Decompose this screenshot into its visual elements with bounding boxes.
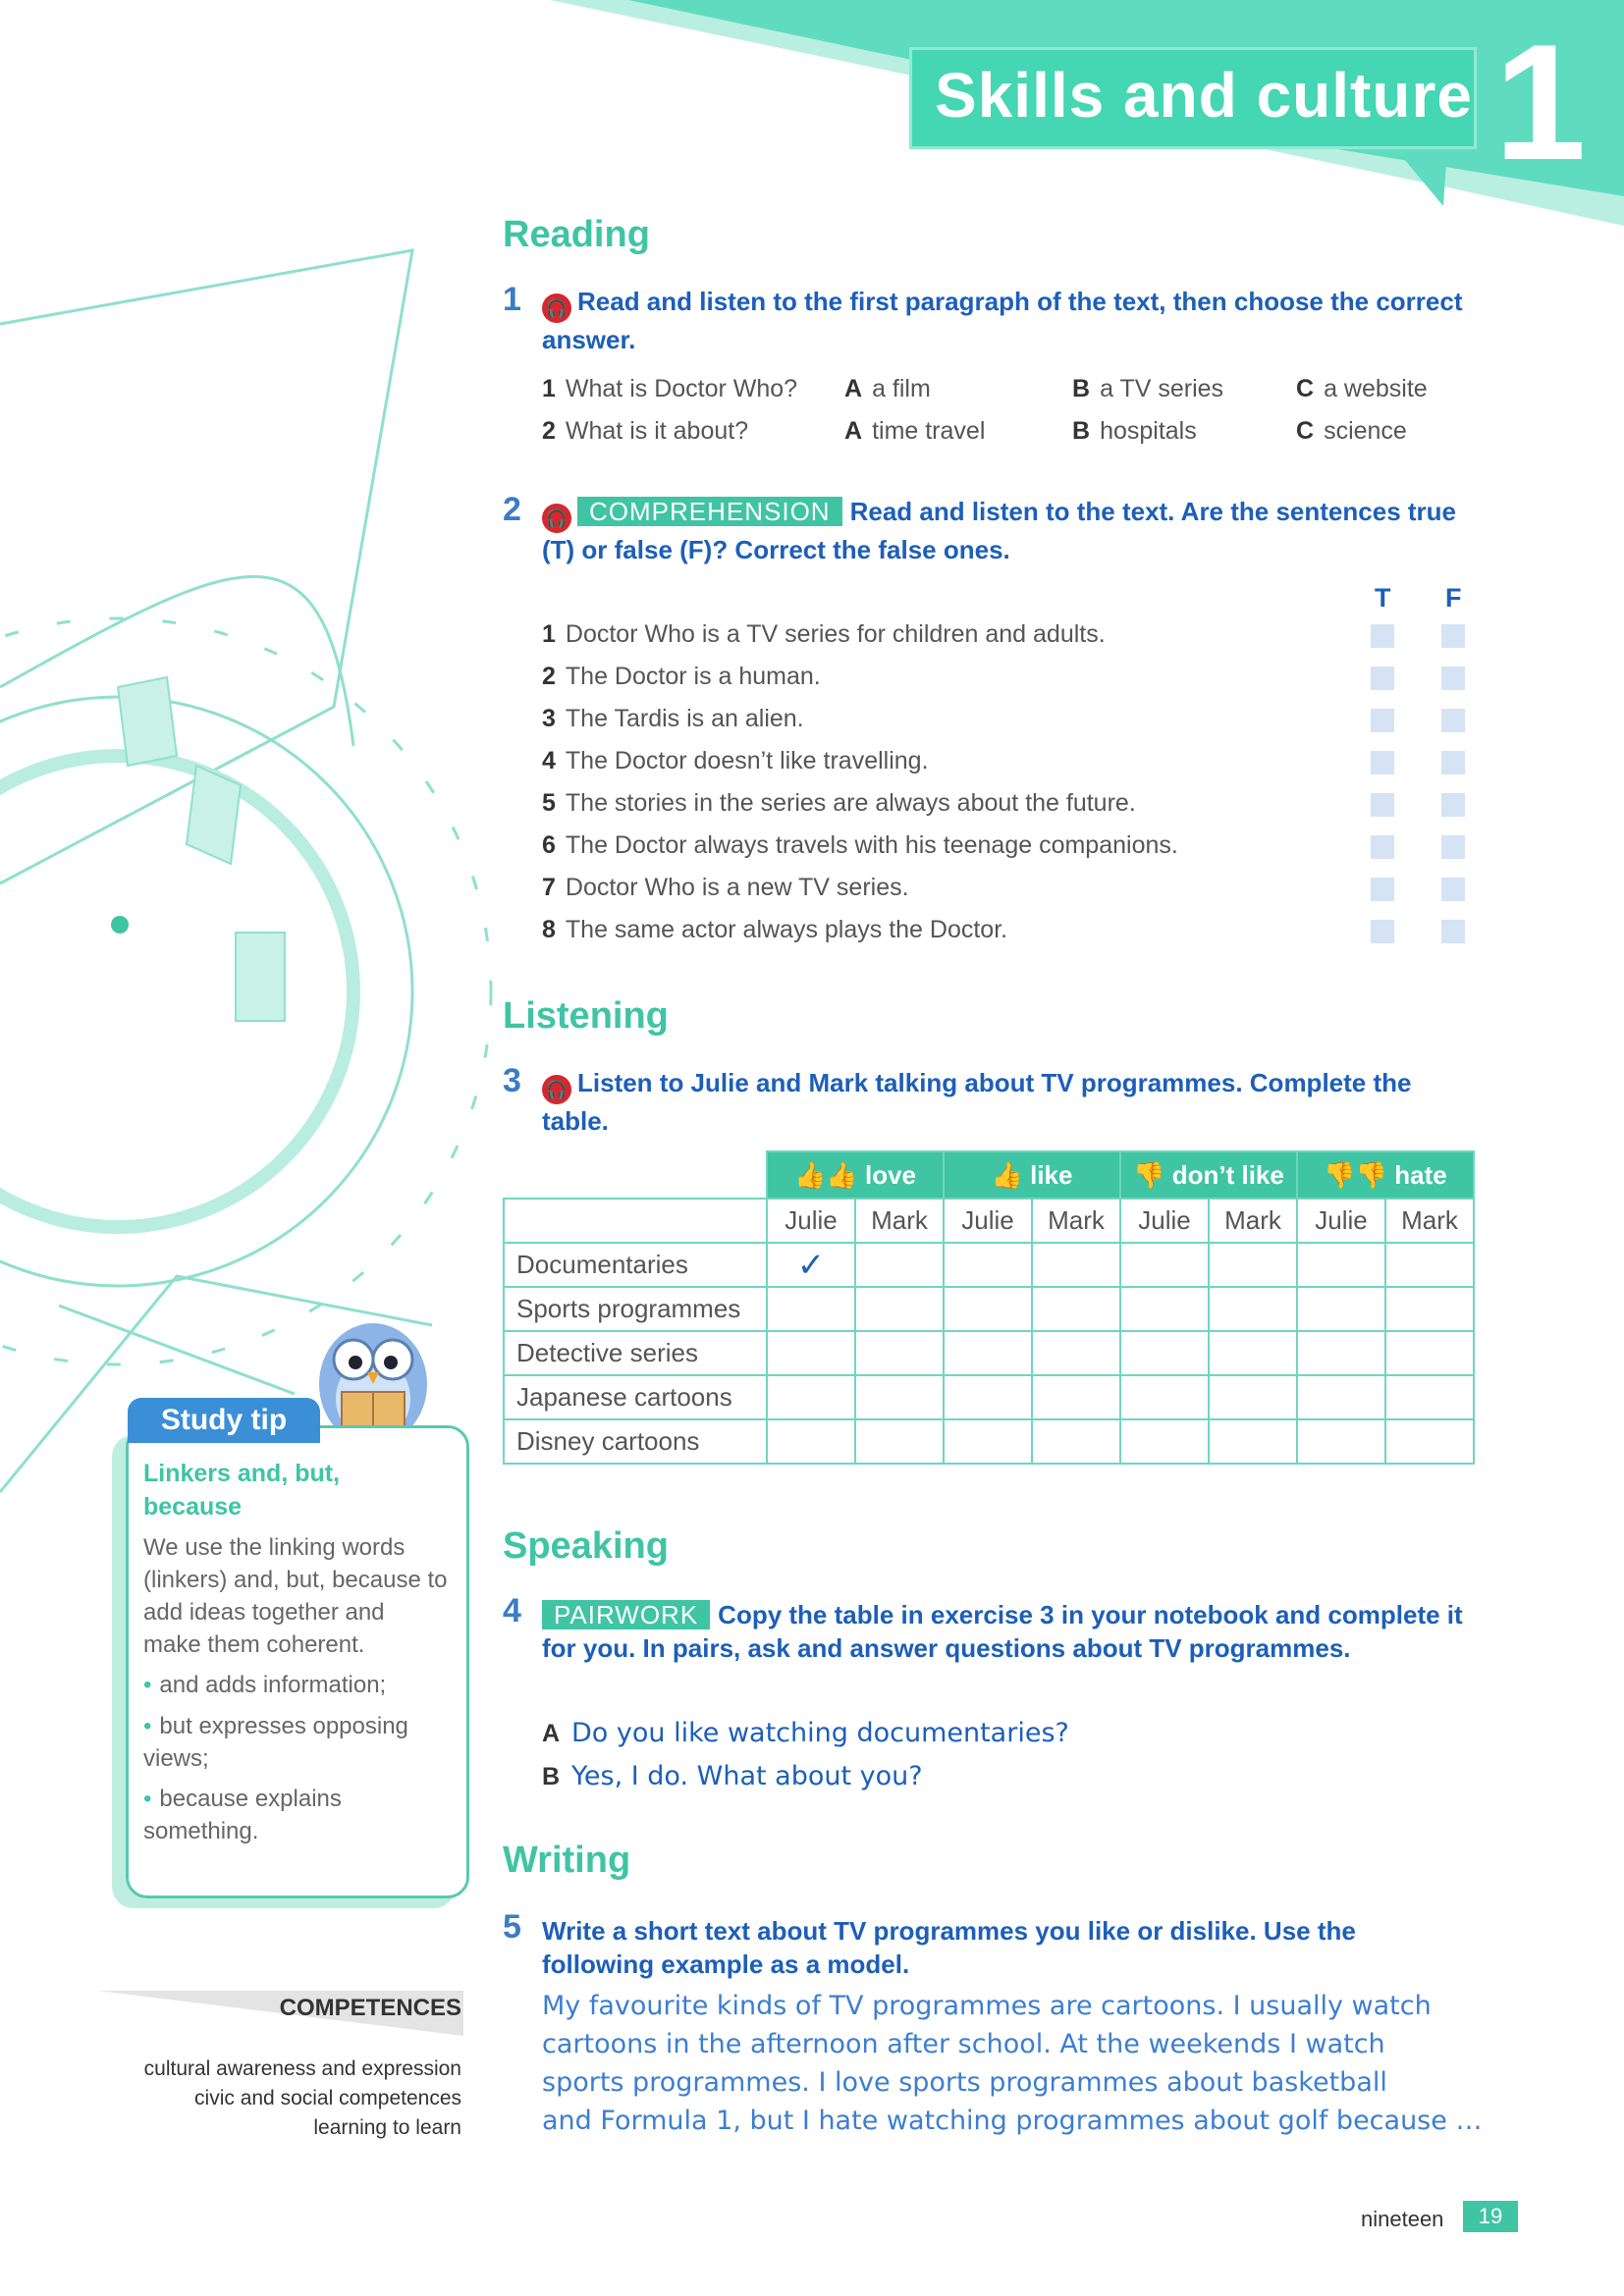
checkmark-icon: ✓: [796, 1246, 826, 1284]
statement-number: 2: [542, 663, 556, 690]
exercise-2-number: 2: [503, 491, 521, 528]
statement-number: 1: [542, 620, 556, 648]
table-cell[interactable]: [1209, 1287, 1297, 1331]
unit-number: 1: [1494, 10, 1587, 194]
option-a[interactable]: [844, 417, 985, 446]
comprehension-tag: COMPREHENSION: [577, 497, 842, 526]
section-heading-speaking: Speaking: [503, 1525, 669, 1567]
table-cell[interactable]: [1209, 1419, 1297, 1464]
question-1: [542, 375, 797, 403]
option-letter: C: [1296, 375, 1315, 402]
question-number: 2: [542, 417, 556, 445]
statement-text: The Doctor is a human.: [565, 663, 821, 690]
table-cell[interactable]: [1385, 1419, 1474, 1464]
model-line: My favourite kinds of TV programmes are cartoons. I usually watch: [542, 1991, 1432, 2021]
table-cell[interactable]: [944, 1287, 1032, 1331]
row-label: Disney cartoons: [504, 1419, 767, 1464]
table-cell[interactable]: [1385, 1243, 1474, 1287]
table-cell[interactable]: [1209, 1375, 1297, 1419]
table-row: [504, 1287, 1474, 1331]
headphones-icon[interactable]: 🎧: [542, 504, 571, 533]
option-text: science: [1324, 417, 1407, 445]
table-cell[interactable]: [944, 1419, 1032, 1464]
table-cell[interactable]: [1032, 1243, 1120, 1287]
column-group-dont-like: 👎 don’t like: [1120, 1151, 1297, 1199]
option-letter: A: [844, 375, 863, 402]
table-cell[interactable]: [1120, 1243, 1209, 1287]
statement-number: 6: [542, 831, 556, 859]
option-b[interactable]: [1072, 417, 1197, 446]
table-cell[interactable]: [944, 1243, 1032, 1287]
table-cell[interactable]: [1120, 1287, 1209, 1331]
statement-row: [542, 747, 929, 775]
true-column-header: T: [1375, 583, 1391, 613]
column-header: Mark: [1032, 1199, 1120, 1243]
headphones-icon[interactable]: 🎧: [542, 1075, 571, 1104]
table-cell[interactable]: [767, 1287, 855, 1331]
column-group-hate: 👎👎 hate: [1297, 1151, 1474, 1199]
statement-row: [542, 916, 1007, 944]
option-letter: C: [1296, 417, 1315, 445]
bullet-text: and adds information;: [159, 1672, 387, 1698]
table-cell[interactable]: [1032, 1331, 1120, 1375]
statement-number: 8: [542, 916, 556, 943]
statement-text: The Doctor always travels with his teenage companions.: [565, 831, 1178, 859]
exercise-3-text: Listen to Julie and Mark talking about TV programmes. Complete the table.: [542, 1068, 1412, 1136]
exercise-2-instruction: [542, 495, 1485, 566]
true-checkbox[interactable]: [1371, 793, 1394, 817]
study-tip-tab: Study tip: [128, 1398, 320, 1443]
option-text: a film: [872, 375, 931, 402]
statement-text: The stories in the series are always about the future.: [565, 789, 1136, 817]
row-label: Sports programmes: [504, 1287, 767, 1331]
table-cell[interactable]: [1032, 1419, 1120, 1464]
question-text: What is Doctor Who?: [565, 375, 798, 402]
table-row: [504, 1331, 1474, 1375]
table-corner: [504, 1199, 767, 1243]
bullet-icon: •: [143, 1786, 152, 1812]
exercise-4-text: Copy the table in exercise 3 in your notebook and complete it for you. In pairs, ask and answer questions about TV programmes.: [542, 1600, 1463, 1663]
false-checkbox[interactable]: [1441, 709, 1465, 732]
statement-number: 5: [542, 789, 556, 817]
exercise-4-number: 4: [503, 1592, 521, 1629]
table-cell[interactable]: [944, 1331, 1032, 1375]
table-cell[interactable]: [1385, 1287, 1474, 1331]
option-letter: A: [844, 417, 863, 445]
table-cell[interactable]: [767, 1375, 855, 1419]
table-corner: [504, 1151, 767, 1199]
competence-item: learning to learn: [313, 2116, 461, 2139]
section-heading-listening: Listening: [503, 995, 669, 1037]
table-header-row: [504, 1151, 1474, 1199]
statement-text: Doctor Who is a TV series for children and adults.: [565, 620, 1106, 648]
column-group-like: 👍 like: [944, 1151, 1120, 1199]
competence-item: civic and social competences: [194, 2087, 461, 2109]
statement-row: [542, 663, 821, 691]
option-text: a TV series: [1100, 375, 1224, 402]
exercise-5-instruction: Write a short text about TV programmes you like or dislike. Use the following example as a model.: [542, 1916, 1356, 1979]
true-checkbox[interactable]: [1371, 835, 1394, 859]
table-cell[interactable]: [1297, 1287, 1385, 1331]
true-checkbox[interactable]: [1371, 709, 1394, 732]
column-header: Mark: [1385, 1199, 1474, 1243]
table-cell[interactable]: [1385, 1375, 1474, 1419]
statement-number: 3: [542, 705, 556, 732]
table-row: [504, 1375, 1474, 1419]
column-header: Mark: [1209, 1199, 1297, 1243]
speaker-label: B: [542, 1763, 561, 1790]
model-line: and Formula 1, but I hate watching programmes about golf because …: [542, 2106, 1483, 2136]
statement-row: [542, 620, 1106, 649]
table-row: [504, 1243, 1474, 1287]
headphones-icon[interactable]: 🎧: [542, 294, 571, 323]
table-cell[interactable]: [855, 1419, 944, 1464]
option-a[interactable]: [844, 375, 931, 403]
false-checkbox[interactable]: [1441, 751, 1465, 774]
table-cell[interactable]: [855, 1331, 944, 1375]
statement-row: [542, 789, 1136, 818]
section-heading-reading: Reading: [503, 214, 650, 255]
true-checkbox[interactable]: [1371, 920, 1394, 943]
competences-title: COMPETENCES: [279, 1995, 461, 2021]
study-tip-heading: Linkers and, but, because: [143, 1460, 341, 1521]
exercise-2-text: Read and listen to the text. Are the sentences true (T) or false (F)? Correct the false ones.: [542, 497, 1456, 564]
table-row: [504, 1419, 1474, 1464]
study-tip-body: We use the linking words (linkers) and, but, because to add ideas together and make them coherent.: [143, 1534, 448, 1658]
option-text: a website: [1324, 375, 1428, 402]
bullet-text: because explains something.: [143, 1786, 342, 1844]
table-cell[interactable]: [855, 1243, 944, 1287]
table-cell[interactable]: [1032, 1375, 1120, 1419]
true-checkbox[interactable]: [1371, 751, 1394, 774]
page-number: 19: [1463, 2201, 1518, 2232]
table-cell[interactable]: [855, 1287, 944, 1331]
true-checkbox[interactable]: [1371, 667, 1394, 690]
model-text: [542, 1987, 1485, 2140]
section-heading-writing: Writing: [503, 1840, 631, 1881]
table-cell[interactable]: [1209, 1243, 1297, 1287]
true-checkbox[interactable]: [1371, 624, 1394, 648]
dialogue-line-a: [542, 1720, 569, 1748]
false-checkbox[interactable]: [1441, 793, 1465, 817]
table-cell[interactable]: [1385, 1331, 1474, 1375]
exercise-5-number: 5: [503, 1908, 521, 1946]
statement-number: 4: [542, 747, 556, 774]
false-checkbox[interactable]: [1441, 878, 1465, 901]
study-tip-bullet: [143, 1710, 448, 1775]
table-cell[interactable]: [1032, 1287, 1120, 1331]
page-title: Skills and culture: [935, 60, 1473, 131]
exercise-3-number: 3: [503, 1062, 521, 1099]
study-tip-bullet: [143, 1783, 448, 1847]
option-c[interactable]: [1296, 375, 1428, 403]
false-column-header: F: [1445, 583, 1462, 613]
dialogue-line-b: [542, 1763, 569, 1791]
column-header: Mark: [855, 1199, 944, 1243]
exercise-1-number: 1: [503, 281, 521, 318]
question-text: What is it about?: [565, 417, 749, 445]
table-cell[interactable]: [944, 1375, 1032, 1419]
model-line: cartoons in the afternoon after school. At the weekends I watch: [542, 2029, 1385, 2059]
table-cell[interactable]: [767, 1331, 855, 1375]
column-header: Julie: [944, 1199, 1032, 1243]
column-header: Julie: [1120, 1199, 1209, 1243]
row-label: Detective series: [504, 1331, 767, 1375]
statement-text: The Doctor doesn’t like travelling.: [565, 747, 929, 774]
exercise-1-text: Read and listen to the first paragraph of the text, then choose the correct answer.: [542, 287, 1463, 354]
model-line: sports programmes. I love sports programmes about basketball: [542, 2067, 1387, 2098]
statement-text: The same actor always plays the Doctor.: [565, 916, 1008, 943]
bullet-icon: •: [143, 1672, 152, 1698]
page-number-word: nineteen: [1361, 2207, 1444, 2231]
table-cell[interactable]: [1120, 1419, 1209, 1464]
statement-number: 7: [542, 874, 556, 901]
table-subheader-row: [504, 1199, 1474, 1243]
table-cell[interactable]: [767, 1243, 855, 1287]
option-text: time travel: [872, 417, 986, 445]
column-header: Julie: [1297, 1199, 1385, 1243]
row-label: Documentaries: [504, 1243, 767, 1287]
false-checkbox[interactable]: [1441, 624, 1465, 648]
table-cell[interactable]: [855, 1375, 944, 1419]
true-checkbox[interactable]: [1371, 878, 1394, 901]
option-b[interactable]: [1072, 375, 1223, 403]
false-checkbox[interactable]: [1441, 667, 1465, 690]
option-c[interactable]: [1296, 417, 1407, 446]
table-cell[interactable]: [1120, 1331, 1209, 1375]
question-2: [542, 417, 748, 446]
statement-row: [542, 705, 804, 733]
exercise-3-instruction: [542, 1066, 1465, 1138]
table-cell[interactable]: [1209, 1331, 1297, 1375]
table-cell[interactable]: [1297, 1375, 1385, 1419]
dialogue-text-b: Yes, I do. What about you?: [571, 1761, 923, 1791]
column-header: Julie: [767, 1199, 855, 1243]
statement-text: The Tardis is an alien.: [565, 705, 804, 732]
false-checkbox[interactable]: [1441, 920, 1465, 943]
table-cell[interactable]: [767, 1419, 855, 1464]
row-label: Japanese cartoons: [504, 1375, 767, 1419]
option-letter: B: [1072, 417, 1091, 445]
dialogue-text-a: Do you like watching documentaries?: [571, 1718, 1069, 1748]
statement-row: [542, 874, 909, 902]
table-cell[interactable]: [1297, 1419, 1385, 1464]
table-cell[interactable]: [1297, 1331, 1385, 1375]
bullet-text: but expresses opposing views;: [143, 1713, 408, 1772]
column-group-love: 👍👍 love: [767, 1151, 944, 1199]
exercise-4-instruction: [542, 1598, 1485, 1665]
false-checkbox[interactable]: [1441, 835, 1465, 859]
question-number: 1: [542, 375, 556, 402]
bullet-icon: •: [143, 1713, 152, 1739]
table-cell[interactable]: [1297, 1243, 1385, 1287]
preferences-table: [503, 1150, 1475, 1465]
study-tip-bullet: [143, 1669, 448, 1701]
exercise-1-instruction: [542, 285, 1465, 356]
option-text: hospitals: [1100, 417, 1197, 445]
statement-row: [542, 831, 1178, 860]
competence-item: cultural awareness and expression: [143, 2057, 461, 2080]
option-letter: B: [1072, 375, 1091, 402]
speaker-label: A: [542, 1720, 561, 1747]
statement-text: Doctor Who is a new TV series.: [565, 874, 909, 901]
table-cell[interactable]: [1120, 1375, 1209, 1419]
pairwork-tag: PAIRWORK: [542, 1600, 710, 1629]
